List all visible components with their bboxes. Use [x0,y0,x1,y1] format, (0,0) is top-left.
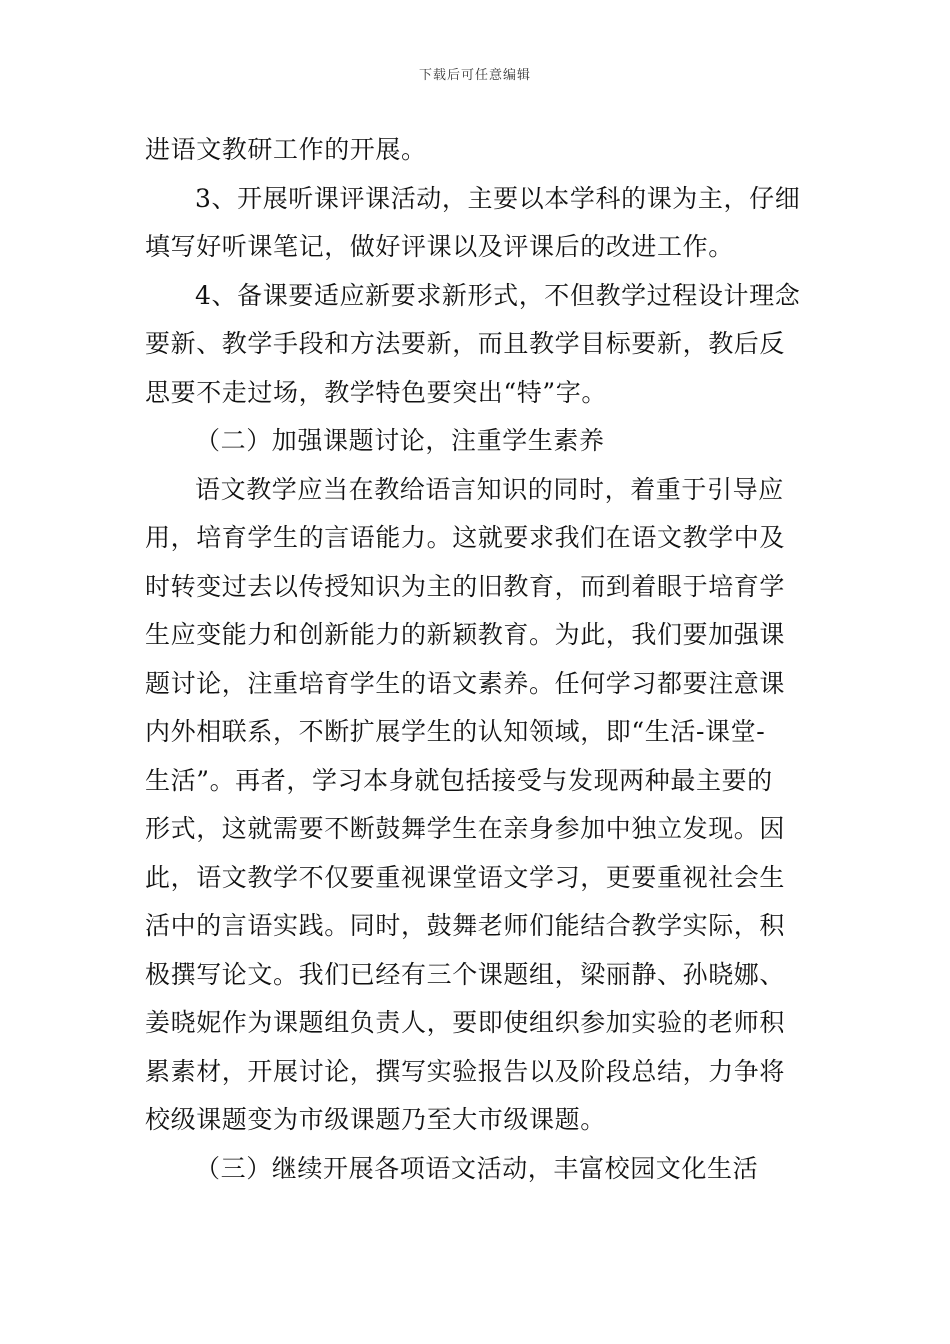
text-line: 思要不走过场，教学特色要突出“特”字。 [145,377,607,407]
text-line: 活中的言语实践。同时，鼓舞老师们能结合教学实际，积 [145,911,786,940]
text-line: 校级课题变为市级课题乃至大市级课题。 [145,1105,606,1134]
text-line: 3、开展听课评课活动，主要以本学科的课为主，仔细 [195,183,801,213]
text-line: 填写好听课笔记，做好评课以及评课后的改进工作。 [145,232,734,261]
text-line: 语文教学应当在教给语言知识的同时，着重于引导应 [195,474,784,504]
text-line: 题讨论，注重培育学生的语文素养。任何学习都要注意课 [145,668,786,698]
text-line: 此，语文教学不仅要重视课堂语文学习，更要重视社会生 [145,862,786,892]
text-line: 累素材，开展讨论，撰写实验报告以及阶段总结，力争将 [145,1056,786,1086]
text-line: 时转变过去以传授知识为主的旧教育，而到着眼于培育学 [145,571,786,601]
text-line: 用，培育学生的言语能力。这就要求我们在语文教学中及 [145,523,786,552]
text-line: 形式，这就需要不断鼓舞学生在亲身参加中独立发现。因 [145,814,786,843]
text-line: 4、备课要适应新要求新形式，不但教学过程设计理念 [195,280,801,310]
text-line: 姜晓妮作为课题组负责人，要即使组织参加实验的老师积 [145,1008,786,1037]
text-line: 极撰写论文。我们已经有三个课题组，梁丽静、孙晓娜、 [145,959,786,989]
text-line: 内外相联系，不断扩展学生的认知领域，即“生活-课堂- [145,717,766,746]
text-line: 生活”。再者，学习本身就包括接受与发现两种最主要的 [145,765,773,795]
text-line: 要新、教学手段和方法要新，而且教学目标要新，教后反 [145,329,786,358]
text-line: 生应变能力和创新能力的新颖教育。为此，我们要加强课 [145,620,786,649]
page-header: 下载后可任意编辑 [418,68,531,83]
section-heading: （二）加强课题讨论，注重学生素养 [195,426,605,455]
document-body [145,126,809,1193]
text-line: 进语文教研工作的开展。 [145,135,427,164]
section-heading: （三）继续开展各项语文活动，丰富校园文化生活 [195,1153,759,1183]
